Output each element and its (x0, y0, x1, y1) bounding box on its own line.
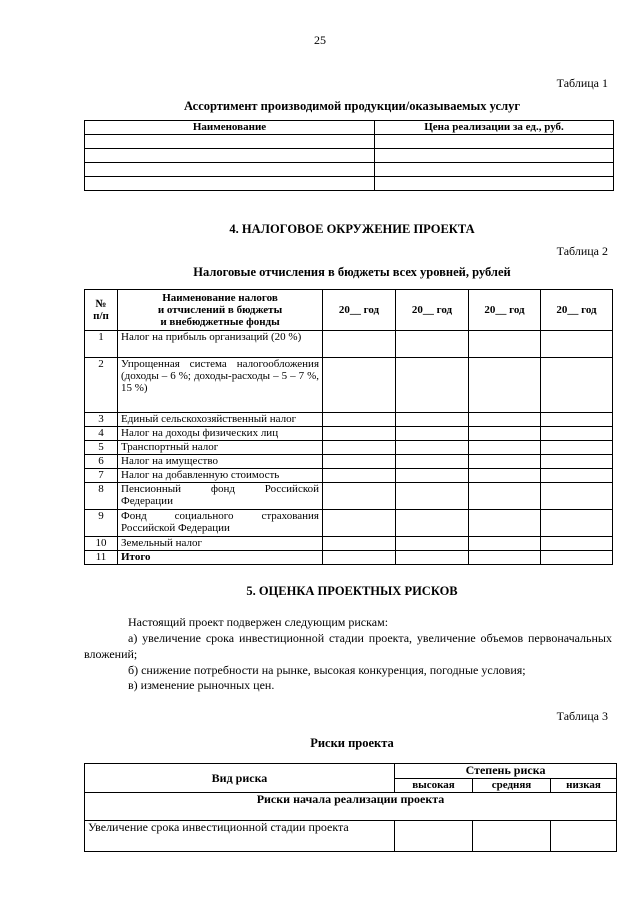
header-num-line1: № (95, 298, 107, 310)
row-tax-name: Налог на добавленную стоимость (118, 469, 323, 483)
table-cell (375, 163, 614, 177)
row-tax-name: Земельный налог (118, 537, 323, 551)
header-degree-low: низкая (551, 779, 617, 793)
table1-label: Таблица 1 (556, 76, 608, 90)
header-degree-medium: средняя (473, 779, 551, 793)
tax-table (84, 289, 613, 565)
row-tax-name: Налог на имущество (118, 455, 323, 469)
risks-table (84, 763, 617, 852)
header-year-1: 20__ год (323, 290, 396, 331)
row-tax-name: Итого (118, 551, 323, 565)
page-number: 25 (314, 33, 326, 47)
row-num: 1 (85, 331, 118, 358)
table2-title: Налоговые отчисления в бюджеты всех уровней, рублей (193, 265, 511, 279)
risks-intro: Настоящий проект подвержен следующим рискам: (128, 615, 389, 629)
row-num: 9 (85, 510, 118, 537)
table-row (85, 441, 613, 455)
row-tax-name: Транспортный налог (118, 441, 323, 455)
assortment-table (84, 120, 614, 191)
table1-title: Ассортимент производимой продукции/оказываемых услуг (183, 99, 521, 113)
table-cell (85, 149, 375, 163)
table-row (85, 413, 613, 427)
row-num: 8 (85, 483, 118, 510)
table3-title: Риски проекта (310, 736, 394, 750)
table3-label: Таблица 3 (556, 709, 608, 723)
table2-label: Таблица 2 (556, 244, 608, 258)
table-row (85, 469, 613, 483)
row-num: 3 (85, 413, 118, 427)
row-tax-name: Пенсионный фонд Российской Федерации (118, 483, 323, 510)
row-num: 6 (85, 455, 118, 469)
header-risk-type: Вид риска (85, 764, 395, 793)
header-name-line1: Наименование налогов (162, 292, 278, 304)
section4-heading: 4. НАЛОГОВОЕ ОКРУЖЕНИЕ ПРОЕКТА (229, 222, 475, 236)
header-name-line2: и отчислений в бюджеты (157, 304, 283, 316)
table-row (85, 821, 617, 852)
section5-heading: 5. ОЦЕНКА ПРОЕКТНЫХ РИСКОВ (246, 584, 458, 598)
risk-item-a: а) увеличение срока инвестиционной стадии проекта, увеличение объемов первоначальных вложений; (84, 631, 612, 661)
header-risk-degree: Степень риска (395, 764, 617, 779)
row-num: 10 (85, 537, 118, 551)
table-cell (375, 149, 614, 163)
header-year-3: 20__ год (469, 290, 541, 331)
table-row (85, 427, 613, 441)
row-num: 4 (85, 427, 118, 441)
row-num: 5 (85, 441, 118, 455)
header-year-4: 20__ год (541, 290, 613, 331)
row-tax-name: Налог на доходы физических лиц (118, 427, 323, 441)
risk-item-c: в) изменение рыночных цен. (128, 678, 275, 692)
table-row (85, 510, 613, 537)
table-row (85, 358, 613, 413)
table-row (85, 483, 613, 510)
table-cell (375, 135, 614, 149)
header-name-line3: и внебюджетные фонды (160, 316, 280, 328)
row-tax-name: Единый сельскохозяйственный налог (118, 413, 323, 427)
header-tax-name (118, 290, 323, 331)
table-cell (85, 177, 375, 191)
header-price: Цена реализации за ед., руб. (375, 121, 614, 135)
header-num-line2: п/п (93, 310, 109, 322)
table-row (85, 331, 613, 358)
table-cell (375, 177, 614, 191)
header-year-2: 20__ год (396, 290, 469, 331)
header-degree-high: высокая (395, 779, 473, 793)
group-row-start: Риски начала реализации проекта (85, 793, 617, 821)
header-name: Наименование (85, 121, 375, 135)
table-cell (85, 163, 375, 177)
table-row (85, 551, 613, 565)
row-num: 7 (85, 469, 118, 483)
table-row (85, 455, 613, 469)
table-cell (85, 135, 375, 149)
row-tax-name: Фонд социального страхования Российской Федерации (118, 510, 323, 537)
row-tax-name: Налог на прибыль организаций (20 %) (118, 331, 323, 358)
table-row (85, 537, 613, 551)
row-tax-name: Упрощенная система налогообложения (доходы – 6 %; доходы-расходы – 5 – 7 %, 15 %) (118, 358, 323, 413)
row-num: 11 (85, 551, 118, 565)
risk-item-b: б) снижение потребности на рынке, высокая конкуренция, погодные условия; (128, 663, 526, 677)
header-num (85, 290, 118, 331)
risk-row-label: Увеличение срока инвестиционной стадии проекта (85, 821, 395, 852)
row-num: 2 (85, 358, 118, 413)
